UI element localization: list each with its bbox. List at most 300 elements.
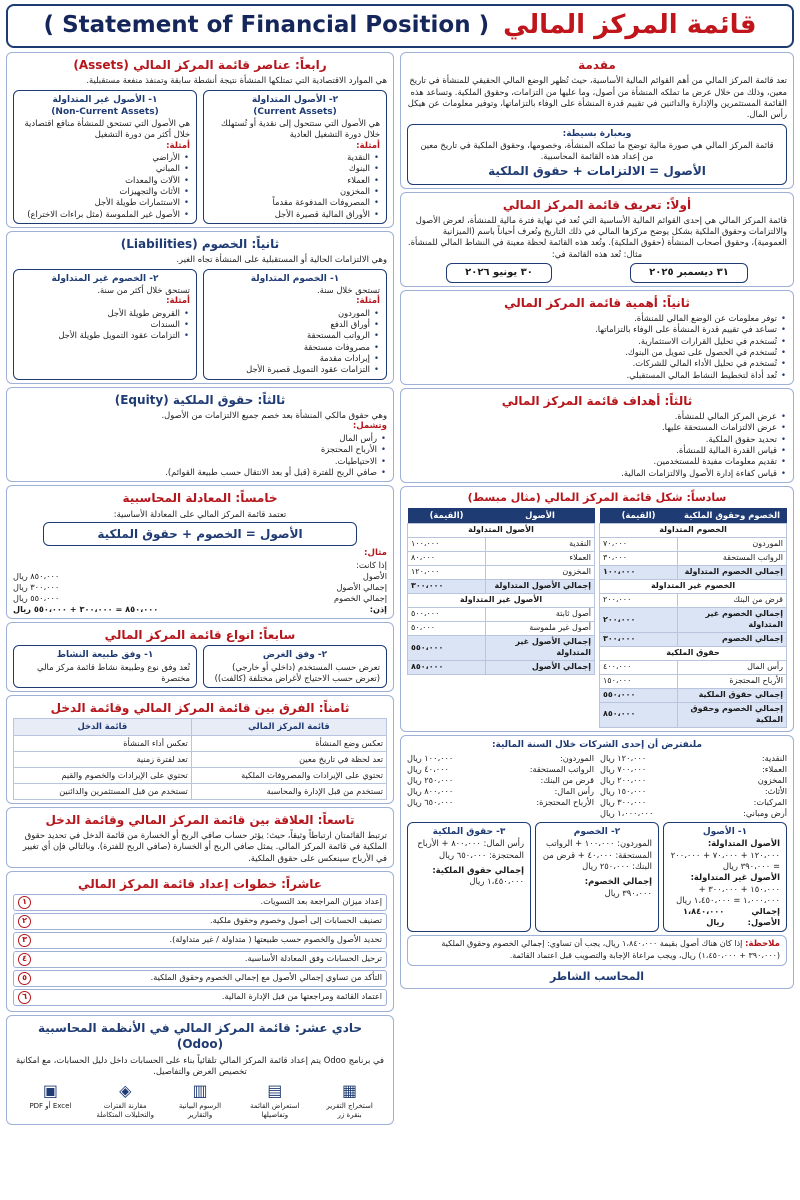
- assets-row-label: الأصول المتداولة: [408, 524, 595, 538]
- noncurrent-liab-desc: تستحق خلال أكثر من سنة.: [97, 284, 190, 295]
- example2-liab-value: ١٠٠،٠٠٠ ريال: [407, 752, 454, 763]
- noncurrent-liability-item: • السندات: [20, 319, 190, 330]
- title-arabic: قائمة المركز المالي: [503, 10, 757, 41]
- equity-item: • الأرباح المحتجزة: [13, 444, 387, 455]
- assets-row: [408, 660, 595, 674]
- liab-col-value: (القيمة): [600, 508, 678, 524]
- current-liability-item: • مصروفات مستحقة: [210, 342, 380, 353]
- step-number: ٤: [18, 953, 31, 966]
- assets-row-label: إجمالي الأصول المتداولة: [486, 580, 595, 594]
- step-text: إعداد ميزان المراجعة بعد التسويات.: [260, 896, 382, 907]
- assets-row-label: أصول ثابتة: [486, 608, 595, 622]
- accounting-eq-row-label: إجمالي الأصول: [336, 582, 387, 593]
- step-number: ٣: [18, 934, 31, 947]
- assets-row: [408, 622, 595, 636]
- assets-row-label: النقدية: [486, 538, 595, 552]
- type-activity-box: [13, 645, 197, 688]
- type-activity-desc: تُعد وفق نوع وطبيعة نشاط قائمة مركز مالي مختصرة: [37, 661, 190, 683]
- diff-income-cell: تستخدم من قبل المستثمرين والدائنين: [14, 783, 192, 799]
- objectives-list: [407, 411, 787, 479]
- liab-row: [600, 632, 787, 646]
- types-section: [6, 622, 394, 692]
- form-section: [400, 486, 794, 731]
- liab-total-value: ٣٩٠،٠٠٠ ريال: [604, 887, 652, 898]
- assets-row: [408, 566, 595, 580]
- noncurrent-asset-item: • الأثاث والتجهيزات: [20, 186, 190, 197]
- feature-label: مقارنة الفترات والتحليلات المتكاملة: [96, 1101, 154, 1120]
- assets-row-label: المخزون: [486, 566, 595, 580]
- odoo-feature: [245, 1080, 305, 1120]
- objective-item: • قياس القدرة المالية للمنشأة.: [407, 445, 787, 456]
- assets-row-value: ٨٥٠،٠٠٠: [408, 660, 486, 674]
- objectives-heading: ثالثاً: أهداف قائمة المركز المالي: [501, 393, 693, 408]
- liab-row: [600, 580, 787, 594]
- diff-balance-cell: تعد لحظة في تاريخ معين: [191, 751, 386, 767]
- example2-liab-list: [407, 753, 594, 819]
- example2-liab-value: ٨٠٠،٠٠٠ ريال: [407, 785, 454, 796]
- type-activity-heading: ١- وفق طبيعة النشاط: [56, 650, 154, 661]
- liabilities-table: [599, 508, 787, 728]
- assets-calc-noncurrent: الأصول غير المتداولة:: [690, 872, 780, 883]
- assets-col-value: (القيمة): [408, 508, 486, 524]
- objective-item: • عرض المركز المالي للمنشأة.: [407, 411, 787, 422]
- equity-item: • صافي الربح للفترة (قبل أو بعد الانتقال حسب طبيعة القوائم).: [13, 467, 387, 478]
- assets-heading: رابعاً: عناصر قائمة المركز المالي (Assets): [73, 58, 327, 72]
- current-assets-list: [210, 152, 380, 220]
- title-english: ( Statement of Financial Position ): [43, 12, 490, 39]
- examples-label: أمثلة:: [166, 140, 190, 151]
- example2-assets-list: [600, 753, 787, 819]
- types-heading: سابعاً: انواع قائمة المركز المالي: [104, 628, 296, 643]
- noncurrent-asset-item: • الأراضي: [20, 152, 190, 163]
- steps-heading: عاشراً: خطوات إعداد قائمة المركز المالي: [78, 877, 322, 891]
- assets-calc-heading: ١- الأصول: [702, 827, 748, 838]
- step-number: ٢: [18, 915, 31, 928]
- diff-row: [14, 751, 387, 767]
- example2-asset-value: ٧٠٠،٠٠٠ ريال: [600, 763, 647, 774]
- noncurrent-assets-heading: ١- الأصول غير المتداولة: [52, 94, 158, 105]
- liab-row-value: ٣٠٠،٠٠٠: [600, 632, 678, 646]
- example2-section: [400, 735, 794, 989]
- liab-row-label: حقوق الملكية: [600, 646, 787, 660]
- objectives-section: [400, 388, 794, 483]
- type-purpose-desc: تعرض حسب المستخدم (داخلي أو خارجي) (تعرض حسب الاحتياج لأغراض مختلفة (كالفت)): [214, 661, 380, 683]
- assets-col-name: الأصول: [486, 508, 595, 524]
- noncurrent-asset-item: • المباني: [20, 163, 190, 174]
- example2-heading: ملنفترض أن إحدى الشركات خلال السنة المالية:: [491, 739, 703, 750]
- assets-total-value: ١،٨٤٠،٠٠٠ ريال: [683, 906, 725, 928]
- odoo-text: في برنامج Odoo يتم إعداد قائمة المركز المالي تلقائياً بناء على الحسابات داخل دليل الحسابات، مع امكانية تخصيص العرض والتفاصيل.: [16, 1054, 384, 1076]
- equity-intro: وهي حقوق مالكي المنشأة بعد خصم جميع الالتزامات من الأصول.: [161, 410, 387, 421]
- assets-row-label: الأصول غير المتداولة: [408, 594, 595, 608]
- step-number: ١: [18, 896, 31, 909]
- equity-includes: وتشمل:: [352, 421, 387, 432]
- importance-heading: ثانياً: أهمية قائمة المركز المالي: [504, 295, 690, 310]
- assets-row: [408, 636, 595, 661]
- example2-liab-label: الأرباح المحتجزة:: [536, 796, 594, 807]
- examples-label: أمثلة:: [166, 296, 190, 307]
- liab-total-label: إجمالي الخصوم:: [584, 876, 652, 887]
- accounting-eq-row-value: ٥٥٠،٠٠٠ ريال: [13, 593, 60, 604]
- example2-asset-label: النقدية:: [761, 752, 787, 763]
- current-assets-desc: هي الأصول التي ستتحول إلى نقدية أو تُستهلك خلال دورة التشغيل العادية: [221, 117, 380, 140]
- assets-calc-noncurrent-value: ١٥٠،٠٠٠ + ٣٠٠،٠٠٠ + ١،٠٠٠،٠٠٠ = ١،٤٥٠،٠٠٠ ريال: [676, 883, 780, 905]
- assets-row-label: أصول غير ملموسة: [486, 622, 595, 636]
- accounting-eq-row: [13, 593, 387, 604]
- assets-row-value: ١٢٠،٠٠٠: [408, 566, 486, 580]
- feature-icon: ▥: [192, 1081, 208, 1101]
- examples-label: أمثلة:: [356, 296, 380, 307]
- note-text: إذا كان هناك أصول بقيمة ١،٨٤٠،٠٠٠ ريال، يجب أن تساوي: إجمالي الخصوم وحقوق الملكية (٣٩٠،٠٠٠ + ١،٤٥٠،٠٠٠) ريال، ويجب مراعاة الإجابة والتصويب قبل اعتماد القائمة.: [441, 939, 780, 960]
- step-text: اعتماد القائمة ومراجعتها من قبل الإدارة المالية.: [221, 991, 382, 1002]
- assets-row: [408, 552, 595, 566]
- relation-text: ترتبط القائمتان ارتباطاً وثيقاً، حيث: يؤثر حساب صافي الربح أو الخسارة من قائمة الدخل في تحديد حقوق الملكية في قائمة المركز المالي. يمثل صافي الربح أو الخسارة (صافي الربح للفترة). وبالتالي فإن أي تغيير في الأرباح سينعكس على حقوق الملكية.: [22, 829, 387, 863]
- assets-row-label: إجمالي الأصول: [486, 660, 595, 674]
- example2-liab: [407, 775, 594, 786]
- equity-heading: ثالثاً: حقوق الملكية (Equity): [114, 392, 286, 407]
- definition-heading: أولاً: تعريف قائمة المركز المالي: [502, 197, 692, 212]
- diff-row: [14, 735, 387, 751]
- current-liability-item: • التزامات عقود التمويل قصيرة الأجل: [210, 364, 380, 375]
- example2-liab-label: الرواتب المستحقة:: [529, 763, 594, 774]
- example2-asset: [600, 764, 787, 775]
- steps-section: [6, 871, 394, 1012]
- type-purpose-heading: ٢- وفق الغرض: [262, 650, 328, 661]
- accounting-eq-section: [6, 485, 394, 619]
- assets-row-value: ٥٠٠،٠٠٠: [408, 608, 486, 622]
- step-item: [13, 970, 387, 987]
- noncurrent-assets-desc: هي الأصول التي تستحق للمنشأة منافع اقتصادية خلال أكثر من دورة التشغيل: [24, 117, 190, 140]
- accounting-eq-rows: [13, 571, 387, 604]
- step-item: [13, 894, 387, 911]
- example2-liab: [407, 797, 594, 808]
- odoo-feature: [170, 1080, 230, 1120]
- form-heading: سادساً: شكل قائمة المركز المالي (مثال مبسط): [467, 491, 727, 505]
- step-item: [13, 932, 387, 949]
- accounting-eq-result: ٨٥٠،٠٠٠ = ٣٠٠،٠٠٠ + ٥٥٠،٠٠٠ ريال: [13, 604, 159, 615]
- assets-row-value: ٥٥٠،٠٠٠: [408, 636, 486, 661]
- current-asset-item: • الأوراق المالية قصيرة الأجل: [210, 209, 380, 220]
- objective-item: • تحديد حقوق الملكية.: [407, 434, 787, 445]
- liab-row-value: ٣٠،٠٠٠: [600, 552, 678, 566]
- liab-row-value: ٧٠،٠٠٠: [600, 538, 678, 552]
- example2-asset-label: أرض ومباني:: [743, 807, 787, 818]
- current-assets-heading: ٢- الأصول المتداولة: [251, 94, 339, 105]
- example2-asset-label: الأثاث:: [764, 785, 787, 796]
- current-assets-en: (Current Assets): [253, 106, 337, 117]
- liab-row-label: قرض من البنك: [678, 594, 787, 608]
- example2-asset-label: المخزون: [757, 774, 787, 785]
- example2-asset: [600, 786, 787, 797]
- diff-balance-cell: تحتوي على الإيرادات والمصروفات الملكية: [191, 767, 386, 783]
- right-column: [400, 52, 794, 1198]
- liab-row: [600, 608, 787, 633]
- current-asset-item: • العملاء: [210, 175, 380, 186]
- example2-asset: [600, 808, 787, 819]
- noncurrent-asset-item: • الآلات والمعدات: [20, 175, 190, 186]
- example2-liab-value: ٦٥٠،٠٠٠ ريال: [407, 796, 454, 807]
- assets-row: [408, 580, 595, 594]
- liab-calc-heading: ٢- الخصوم: [573, 827, 621, 838]
- liab-row: [600, 660, 787, 674]
- assets-row-label: إجمالي الأصول غير المتداولة: [486, 636, 595, 661]
- odoo-heading: حادي عشر: قائمة المركز المالي في الأنظمة المحاسبية (Odoo): [37, 1021, 363, 1052]
- liab-row-value: ١٥٠،٠٠٠: [600, 674, 678, 688]
- intro-text: تعد قائمة المركز المالي من أهم القوائم المالية الأساسية، حيث تُظهر الوضع المالي الحقيقي للمنشأة في تاريخ معين، وذلك من خلال عرض ما تملكه المنشأة من أصول، وما عليها من التزامات، وحقوق الملكية. وتساعد هذه القائمة المستثمرين والإدارة والدائنين في تقييم قدرة المنشأة على الوفاء بالتزاماتها، وتوفير معلومات عن هيكل رأس المال.: [407, 75, 787, 120]
- example2-asset: [600, 753, 787, 764]
- noncurrent-liab-heading: ٢- الخصوم غير المتداولة: [51, 273, 159, 284]
- example2-liab: [407, 753, 594, 764]
- example2-asset: [600, 775, 787, 786]
- steps-list: [13, 894, 387, 1006]
- example2-liab-label: رأس المال:: [554, 785, 594, 796]
- relation-section: [6, 807, 394, 868]
- accounting-eq-row: [13, 571, 387, 582]
- liab-row-value: ٥٥٠،٠٠٠: [600, 688, 678, 702]
- accounting-eq-row-label: الأصول: [362, 570, 387, 581]
- feature-label: استعراض القائمة وتفاصيلها: [250, 1101, 300, 1120]
- diff-balance-cell: تستخدم من قبل الإدارة والمحاسبة: [191, 783, 386, 799]
- diff-income-cell: تحتوي على الإيرادات والخصوم والقيم: [14, 767, 192, 783]
- accounting-eq-row-value: ٣٠٠،٠٠٠ ريال: [13, 582, 60, 593]
- liab-col-name: الخصوم وحقوق الملكية: [678, 508, 787, 524]
- page-title: [6, 4, 794, 48]
- assets-calc-box: [663, 822, 787, 932]
- example2-liab-value: ٢٥٠،٠٠٠ ريال: [407, 774, 454, 785]
- current-liability-item: • أوراق الدفع: [210, 319, 380, 330]
- example2-asset-value: ١،٠٠٠،٠٠٠ ريال: [600, 807, 654, 818]
- simple-heading: وبعبارة بسيطة:: [562, 128, 632, 139]
- accounting-eq-row: [13, 582, 387, 593]
- noncurrent-liab-list: [20, 308, 190, 342]
- importance-list: [407, 313, 787, 381]
- current-liab-list: [210, 308, 380, 376]
- equity-item: • الاحتياطيات.: [13, 456, 387, 467]
- signature: المحاسب الشاطر: [549, 969, 645, 983]
- noncurrent-asset-item: • الأصول غير الملموسة (مثل براءات الاختراع): [20, 209, 190, 220]
- equity-calc-box: [407, 822, 531, 932]
- definition-section: [400, 192, 794, 287]
- current-liab-desc: تستحق خلال سنة.: [316, 284, 380, 295]
- assets-row-label: العملاء: [486, 552, 595, 566]
- odoo-feature: [20, 1080, 80, 1120]
- current-liab-box: [203, 269, 387, 380]
- example2-asset-value: ٣٠٠،٠٠٠ ريال: [600, 796, 647, 807]
- noncurrent-liab-box: [13, 269, 197, 380]
- liabilities-intro: وهي الالتزامات الحالية أو المستقبلية على المنشأة تجاه الغير.: [176, 254, 387, 265]
- current-asset-item: • البنوك: [210, 163, 380, 174]
- importance-item: • توفر معلومات عن الوضع المالي للمنشأة.: [407, 313, 787, 324]
- current-assets-box: [203, 90, 387, 225]
- accounting-eq-intro: تعتمد قائمة المركز المالي على المعادلة الأساسية:: [113, 508, 287, 519]
- liab-row-value: ٨٥٠،٠٠٠: [600, 702, 678, 727]
- assets-row: [408, 594, 595, 608]
- example2-asset-value: ١٢٠،٠٠٠ ريال: [600, 752, 647, 763]
- type-purpose-box: [203, 645, 387, 688]
- assets-row: [408, 608, 595, 622]
- equity-calc-heading: ٣- حقوق الملكية: [432, 827, 506, 838]
- liab-row-label: الخصوم غير المتداولة: [600, 580, 787, 594]
- intro-heading: مقدمة: [578, 58, 616, 72]
- diff-balance-cell: تعكس وضع المنشأة: [191, 735, 386, 751]
- definition-text: قائمة المركز المالي هي إحدى القوائم المالية الأساسية التي تُعد في نهاية فترة مالية للمنشأة، لعرض الأصول والالتزامات وحقوق الملكية بشكل يوضح مركزها المالي في ذلك التاريخ وتُعرف أحياناً باسم (الميزانية العمومية)، وحقوق أصحاب المنشأة (حقوق الملكية). وتُعد هذه القائمة لحظة معينة في النشاط المالي للمنشأة.: [407, 214, 787, 248]
- step-text: تصنيف الحسابات إلى أصول وخصوم وحقوق ملكية.: [210, 915, 382, 926]
- accounting-eq-heading: خامساً: المعادلة المحاسبية: [122, 491, 278, 506]
- example2-asset-label: العملاء:: [762, 763, 787, 774]
- diff-col-balance: قائمة المركز المالي: [191, 719, 386, 735]
- noncurrent-assets-en: (Non-Current Assets): [51, 106, 159, 117]
- diff-income-cell: تعد لفترة زمنية: [14, 751, 192, 767]
- feature-label: استخراج التقرير بنقرة زر: [326, 1101, 373, 1120]
- assets-row: [408, 538, 595, 552]
- examples-label: أمثلة:: [356, 140, 380, 151]
- liab-row-label: إجمالي الخصوم المتداولة: [678, 566, 787, 580]
- liab-row: [600, 538, 787, 552]
- accounting-eq-row-value: ٨٥٠،٠٠٠ ريال: [13, 570, 60, 581]
- equity-item: • رأس المال: [13, 433, 387, 444]
- equity-section: [6, 387, 394, 483]
- example2-liab: [407, 786, 594, 797]
- noncurrent-asset-item: • الاستثمارات طويلة الأجل: [20, 197, 190, 208]
- left-column: [6, 52, 394, 1198]
- note-box: [407, 935, 787, 965]
- assets-row-value: ٣٠٠،٠٠٠: [408, 580, 486, 594]
- liab-row: [600, 688, 787, 702]
- step-item: [13, 913, 387, 930]
- equity-calc-lines: رأس المال: ٨٠٠،٠٠٠ + الأرباح المحتجزة: ٦٥٠،٠٠٠ ريال: [417, 838, 524, 860]
- liab-row-label: إجمالي الخصوم: [678, 632, 787, 646]
- definition-example: مثال: تُعد هذه القائمة في:: [551, 248, 643, 259]
- diff-row: [14, 767, 387, 783]
- assets-calc-current-value: ١٢٠،٠٠٠ + ٧٠،٠٠٠ + ٢٠٠،٠٠٠ = ٣٩٠،٠٠٠ ريال: [670, 849, 780, 871]
- liab-row: [600, 646, 787, 660]
- simple-box: [407, 124, 787, 185]
- assets-intro: هي الموارد الاقتصادية التي تمتلكها المنشأة نتيجة أنشطة سابقة وتمنفذ منفعة مستقبلية.: [86, 75, 387, 86]
- current-asset-item: • المصروفات المدفوعة مقدماً: [210, 197, 380, 208]
- diff-row: [14, 783, 387, 799]
- importance-item: • تُستخدم في الحصول على تمويل من البنوك.: [407, 347, 787, 358]
- odoo-features: [13, 1080, 387, 1120]
- accounting-equation: الأصول = الخصوم + حقوق الملكية: [43, 522, 357, 546]
- diff-section: [6, 695, 394, 804]
- feature-icon: ▤: [267, 1081, 283, 1101]
- importance-section: [400, 290, 794, 385]
- importance-item: • تساعد في تقييم قدرة المنشأة على الوفاء بالتزاماتها.: [407, 324, 787, 335]
- odoo-section: [6, 1015, 394, 1125]
- odoo-feature: [320, 1080, 380, 1120]
- step-item: [13, 951, 387, 968]
- step-text: تحديد الأصول والخصوم حسب طبيعتها ( متداولة / غير متداولة).: [169, 934, 382, 945]
- date-2: ٣٠ يونيو ٢٠٢٦: [446, 263, 552, 283]
- example2-liab-value: ٤٠،٠٠٠ ريال: [407, 763, 449, 774]
- objective-item: • تقديم معلومات مفيدة للمستخدمين.: [407, 456, 787, 467]
- diff-income-cell: تعكس أداء المنشأة: [14, 735, 192, 751]
- accounting-eq-example-label: مثال:: [364, 548, 387, 559]
- importance-item: • تُستخدم في تحليل القرارات الاستثمارية.: [407, 336, 787, 347]
- step-text: ترحيل الحسابات وفق المعادلة الأساسية.: [244, 953, 382, 964]
- liab-row-value: ١٠٠،٠٠٠: [600, 566, 678, 580]
- step-number: ٦: [18, 991, 31, 1004]
- liab-row-label: إجمالي حقوق الملكية: [678, 688, 787, 702]
- assets-table: [407, 508, 595, 675]
- liab-row: [600, 552, 787, 566]
- example2-asset-value: ١٥٠،٠٠٠ ريال: [600, 785, 647, 796]
- objective-item: • عرض الالتزامات المستحقة عليها.: [407, 422, 787, 433]
- odoo-feature: [95, 1080, 155, 1120]
- diff-table: [13, 718, 387, 799]
- liab-row-label: إجمالي الخصوم غير المتداولة: [678, 608, 787, 633]
- simple-text: قائمة المركز المالي هي صورة مالية توضح ما تملكه المنشأة، وخصومها، وحقوق الملكية في تاريخ معين من إعداد هذه القائمة المحاسبية.: [420, 139, 774, 162]
- liab-row-label: إجمالي الخصوم وحقوق الملكية: [678, 702, 787, 727]
- objective-item: • قياس كفاءة إدارة الأصول والالتزامات المالية.: [407, 468, 787, 479]
- example2-liab-label: الموردون:: [559, 752, 594, 763]
- step-item: [13, 989, 387, 1006]
- equity-list: [13, 433, 387, 478]
- step-text: التأكد من تساوي إجمالي الأصول مع إجمالي الخصوم وحقوق الملكية.: [150, 972, 382, 983]
- diff-col-income: قائمة الدخل: [14, 719, 192, 735]
- assets-row: [408, 524, 595, 538]
- current-asset-item: • المخزون: [210, 186, 380, 197]
- liab-row-value: ٤٠٠،٠٠٠: [600, 660, 678, 674]
- liab-row-label: الموردون: [678, 538, 787, 552]
- liab-row: [600, 674, 787, 688]
- assets-row-value: ١٠٠،٠٠٠: [408, 538, 486, 552]
- assets-calc-current: الأصول المتداولة:: [707, 838, 780, 849]
- liab-row: [600, 594, 787, 608]
- assets-section: [6, 52, 394, 228]
- liab-row: [600, 702, 787, 727]
- assets-row-value: ٥٠،٠٠٠: [408, 622, 486, 636]
- liabilities-heading: ثانياً: الخصوم (Liabilities): [120, 237, 280, 252]
- noncurrent-liability-item: • التزامات عقود التمويل طويلة الأجل: [20, 330, 190, 341]
- liab-row-label: الخصوم المتداولة: [600, 524, 787, 538]
- liab-row: [600, 524, 787, 538]
- relation-heading: تاسعاً: العلاقة بين قائمة المركز المالي وقائمة الدخل: [45, 812, 355, 827]
- intro-section: [400, 52, 794, 189]
- example2-liab-label: قرض من البنك:: [540, 774, 594, 785]
- importance-item: • تُعد أداة لتخطيط النشاط المالي المستقبلي.: [407, 370, 787, 381]
- example2-asset-value: ٢٠٠،٠٠٠ ريال: [600, 774, 647, 785]
- example2-asset-label: المركبات:: [753, 796, 787, 807]
- liabilities-section: [6, 231, 394, 384]
- feature-icon: ◈: [119, 1081, 132, 1101]
- liab-row-label: الرواتب المستحقة: [678, 552, 787, 566]
- current-liability-item: • إيرادات مقدمة: [210, 353, 380, 364]
- liab-row: [600, 566, 787, 580]
- current-liab-heading: ١- الخصوم المتداولة: [250, 273, 340, 284]
- liab-row-label: رأس المال: [678, 660, 787, 674]
- assets-total-label: إجمالي الأصول:: [747, 906, 780, 928]
- current-asset-item: • النقدية: [210, 152, 380, 163]
- feature-label: الرسوم البيانية والتقارير: [178, 1101, 222, 1120]
- accounting-eq-row-label: إجمالي الخصوم: [334, 593, 387, 604]
- liab-calc-box: [535, 822, 659, 932]
- feature-icon: ▦: [342, 1081, 358, 1101]
- noncurrent-assets-box: [13, 90, 197, 225]
- liab-calc-lines: الموردون: ١٠٠،٠٠٠ + الرواتب المستحقة: ٤٠،٠٠٠ + قرض من البنك: ٢٥٠،٠٠٠ ريال: [542, 838, 652, 871]
- example2-liab: [407, 764, 594, 775]
- note-label: ملاحظة:: [744, 939, 780, 950]
- intro-equation: الأصول = الالتزامات + حقوق الملكية: [488, 164, 706, 179]
- equity-total-value: ١،٤٥٠،٠٠٠ ريال: [469, 876, 524, 887]
- liab-row-label: الأرباح المحتجزة: [678, 674, 787, 688]
- accounting-eq-if: إذا كانت:: [356, 559, 387, 570]
- equity-total-label: إجمالي حقوق الملكية:: [432, 864, 524, 875]
- accounting-eq-then: إذن:: [369, 604, 387, 615]
- noncurrent-assets-list: [20, 152, 190, 220]
- noncurrent-liability-item: • القروض طويلة الأجل: [20, 308, 190, 319]
- feature-icon: ▣: [42, 1081, 58, 1101]
